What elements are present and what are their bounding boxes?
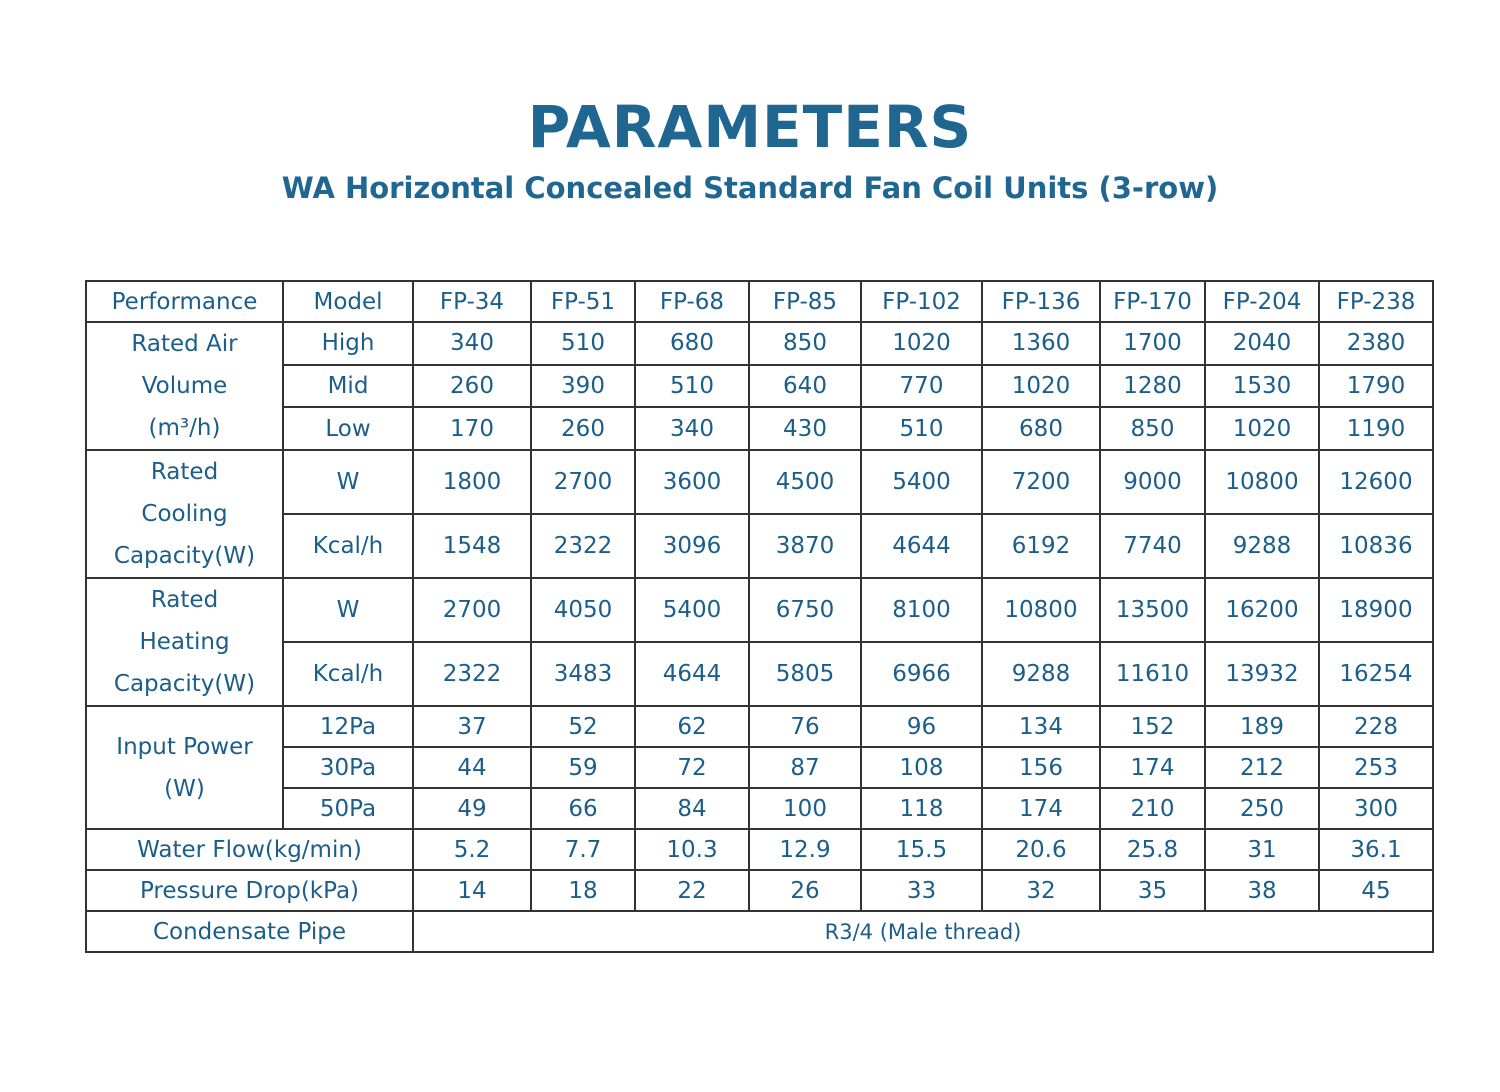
condensate-pipe-value: R3/4 (Male thread) (413, 911, 1433, 952)
input-power-label (86, 706, 283, 829)
table-cell: 15.5 (861, 829, 982, 870)
table-row (86, 407, 1433, 450)
table-cell: 84 (635, 788, 749, 829)
row-sub-label: High (283, 322, 413, 365)
table-cell: 35 (1100, 870, 1205, 911)
table-cell: 72 (635, 747, 749, 788)
page-title: PARAMETERS (527, 93, 973, 161)
table-row (86, 642, 1433, 706)
table-cell: 250 (1205, 788, 1319, 829)
table-cell: 96 (861, 706, 982, 747)
table-cell: 25.8 (1100, 829, 1205, 870)
row-sub-label: 50Pa (283, 788, 413, 829)
heating-label-line: Rated (150, 587, 219, 613)
table-cell: 1020 (861, 322, 982, 365)
table-cell: 9288 (982, 642, 1100, 706)
table-cell: 12600 (1319, 450, 1433, 514)
table-row (86, 747, 1433, 788)
table-cell: 18 (531, 870, 635, 911)
table-cell: 66 (531, 788, 635, 829)
table-cell: 26 (749, 870, 861, 911)
table-cell: 5.2 (413, 829, 531, 870)
table-cell: 174 (982, 788, 1100, 829)
row-sub-label: Kcal/h (283, 514, 413, 578)
table-cell: 1790 (1319, 365, 1433, 408)
table-row (86, 706, 1433, 747)
table-cell: 22 (635, 870, 749, 911)
table-cell: 640 (749, 365, 861, 408)
table-row (86, 911, 1433, 952)
table-cell: 156 (982, 747, 1100, 788)
table-cell: 62 (635, 706, 749, 747)
table-cell: 11610 (1100, 642, 1205, 706)
table-cell: 38 (1205, 870, 1319, 911)
model-header: FP-68 (635, 281, 749, 322)
table-cell: 850 (749, 322, 861, 365)
table-cell: 16200 (1205, 578, 1319, 642)
table-cell: 134 (982, 706, 1100, 747)
table-cell: 33 (861, 870, 982, 911)
table-cell: 1280 (1100, 365, 1205, 408)
air-volume-label-line: Volume (141, 373, 228, 399)
parameters-table (85, 280, 1434, 953)
table-cell: 1800 (413, 450, 531, 514)
table-row (86, 514, 1433, 578)
table-cell: 87 (749, 747, 861, 788)
table-cell: 300 (1319, 788, 1433, 829)
model-header: FP-85 (749, 281, 861, 322)
header-performance: Performance (86, 281, 283, 322)
table-cell: 510 (635, 365, 749, 408)
table-cell: 770 (861, 365, 982, 408)
table-cell: 52 (531, 706, 635, 747)
model-header: FP-170 (1100, 281, 1205, 322)
table-cell: 4644 (635, 642, 749, 706)
table-cell: 36.1 (1319, 829, 1433, 870)
table-cell: 6750 (749, 578, 861, 642)
table-cell: 4500 (749, 450, 861, 514)
row-sub-label: Low (283, 407, 413, 450)
row-sub-label: 30Pa (283, 747, 413, 788)
table-cell: 850 (1100, 407, 1205, 450)
row-sub-label: Kcal/h (283, 642, 413, 706)
table-cell: 340 (413, 322, 531, 365)
table-cell: 2040 (1205, 322, 1319, 365)
table-cell: 3483 (531, 642, 635, 706)
table-cell: 10800 (982, 578, 1100, 642)
table-cell: 1190 (1319, 407, 1433, 450)
table-cell: 2700 (413, 578, 531, 642)
air-volume-label-line: (m³/h) (148, 415, 221, 441)
cooling-label-line: Rated (150, 459, 219, 485)
model-header: FP-102 (861, 281, 982, 322)
table-cell: 260 (531, 407, 635, 450)
table-cell: 10.3 (635, 829, 749, 870)
table-cell: 44 (413, 747, 531, 788)
table-cell: 3870 (749, 514, 861, 578)
water-flow-label: Water Flow(kg/min) (86, 829, 413, 870)
table-cell: 253 (1319, 747, 1433, 788)
table-cell: 5400 (861, 450, 982, 514)
air-volume-label (86, 322, 283, 450)
table-cell: 9000 (1100, 450, 1205, 514)
table-cell: 12.9 (749, 829, 861, 870)
table-cell: 45 (1319, 870, 1433, 911)
table-row (86, 829, 1433, 870)
table-cell: 1530 (1205, 365, 1319, 408)
heating-capacity-label (86, 578, 283, 706)
table-row (86, 870, 1433, 911)
table-cell: 4644 (861, 514, 982, 578)
table-cell: 13500 (1100, 578, 1205, 642)
heating-label-line: Capacity(W) (113, 671, 256, 697)
row-sub-label: W (283, 450, 413, 514)
row-sub-label: W (283, 578, 413, 642)
table-cell: 7.7 (531, 829, 635, 870)
table-cell: 3096 (635, 514, 749, 578)
table-row (86, 788, 1433, 829)
table-cell: 108 (861, 747, 982, 788)
table-cell: 31 (1205, 829, 1319, 870)
table-cell: 210 (1100, 788, 1205, 829)
table-row (86, 578, 1433, 642)
table-cell: 260 (413, 365, 531, 408)
table-cell: 76 (749, 706, 861, 747)
table-cell: 2380 (1319, 322, 1433, 365)
table-cell: 430 (749, 407, 861, 450)
air-volume-label-line: Rated Air (131, 331, 238, 357)
table-cell: 100 (749, 788, 861, 829)
table-cell: 212 (1205, 747, 1319, 788)
table-cell: 170 (413, 407, 531, 450)
table-cell: 340 (635, 407, 749, 450)
table-header-row (86, 281, 1433, 322)
table-cell: 1020 (1205, 407, 1319, 450)
cooling-capacity-label (86, 450, 283, 578)
table-cell: 8100 (861, 578, 982, 642)
table-cell: 7740 (1100, 514, 1205, 578)
table-cell: 680 (982, 407, 1100, 450)
model-header: FP-136 (982, 281, 1100, 322)
table-cell: 10836 (1319, 514, 1433, 578)
model-header: FP-34 (413, 281, 531, 322)
table-cell: 32 (982, 870, 1100, 911)
table-cell: 9288 (1205, 514, 1319, 578)
table-cell: 2322 (531, 514, 635, 578)
input-power-label-line: (W) (164, 775, 205, 802)
table-cell: 7200 (982, 450, 1100, 514)
table-cell: 5400 (635, 578, 749, 642)
model-header: FP-51 (531, 281, 635, 322)
table-cell: 49 (413, 788, 531, 829)
table-cell: 37 (413, 706, 531, 747)
table-cell: 390 (531, 365, 635, 408)
table-cell: 228 (1319, 706, 1433, 747)
input-power-label-line: Input Power (116, 733, 253, 760)
heating-label-line: Heating (139, 629, 230, 655)
table-cell: 59 (531, 747, 635, 788)
table-cell: 4050 (531, 578, 635, 642)
table-cell: 118 (861, 788, 982, 829)
table-cell: 1700 (1100, 322, 1205, 365)
table-cell: 20.6 (982, 829, 1100, 870)
cooling-label-line: Cooling (141, 501, 228, 527)
row-sub-label: Mid (283, 365, 413, 408)
table-cell: 152 (1100, 706, 1205, 747)
table-cell: 174 (1100, 747, 1205, 788)
table-cell: 14 (413, 870, 531, 911)
table-cell: 10800 (1205, 450, 1319, 514)
table-cell: 13932 (1205, 642, 1319, 706)
table-cell: 2322 (413, 642, 531, 706)
table-row (86, 365, 1433, 408)
table-row (86, 450, 1433, 514)
table-cell: 3600 (635, 450, 749, 514)
table-cell: 5805 (749, 642, 861, 706)
table-cell: 1360 (982, 322, 1100, 365)
table-cell: 510 (861, 407, 982, 450)
table-cell: 1548 (413, 514, 531, 578)
table-cell: 6966 (861, 642, 982, 706)
row-sub-label: 12Pa (283, 706, 413, 747)
model-header: FP-238 (1319, 281, 1433, 322)
table-row (86, 322, 1433, 365)
table-cell: 1020 (982, 365, 1100, 408)
page-subtitle: WA Horizontal Concealed Standard Fan Coil Units (3-row) (281, 171, 1219, 205)
table-cell: 2700 (531, 450, 635, 514)
table-cell: 16254 (1319, 642, 1433, 706)
pressure-drop-label: Pressure Drop(kPa) (86, 870, 413, 911)
condensate-pipe-label: Condensate Pipe (86, 911, 413, 952)
table-cell: 189 (1205, 706, 1319, 747)
table-cell: 510 (531, 322, 635, 365)
model-header: FP-204 (1205, 281, 1319, 322)
table-cell: 6192 (982, 514, 1100, 578)
table-cell: 680 (635, 322, 749, 365)
header-model: Model (283, 281, 413, 322)
table-cell: 18900 (1319, 578, 1433, 642)
cooling-label-line: Capacity(W) (113, 543, 256, 569)
